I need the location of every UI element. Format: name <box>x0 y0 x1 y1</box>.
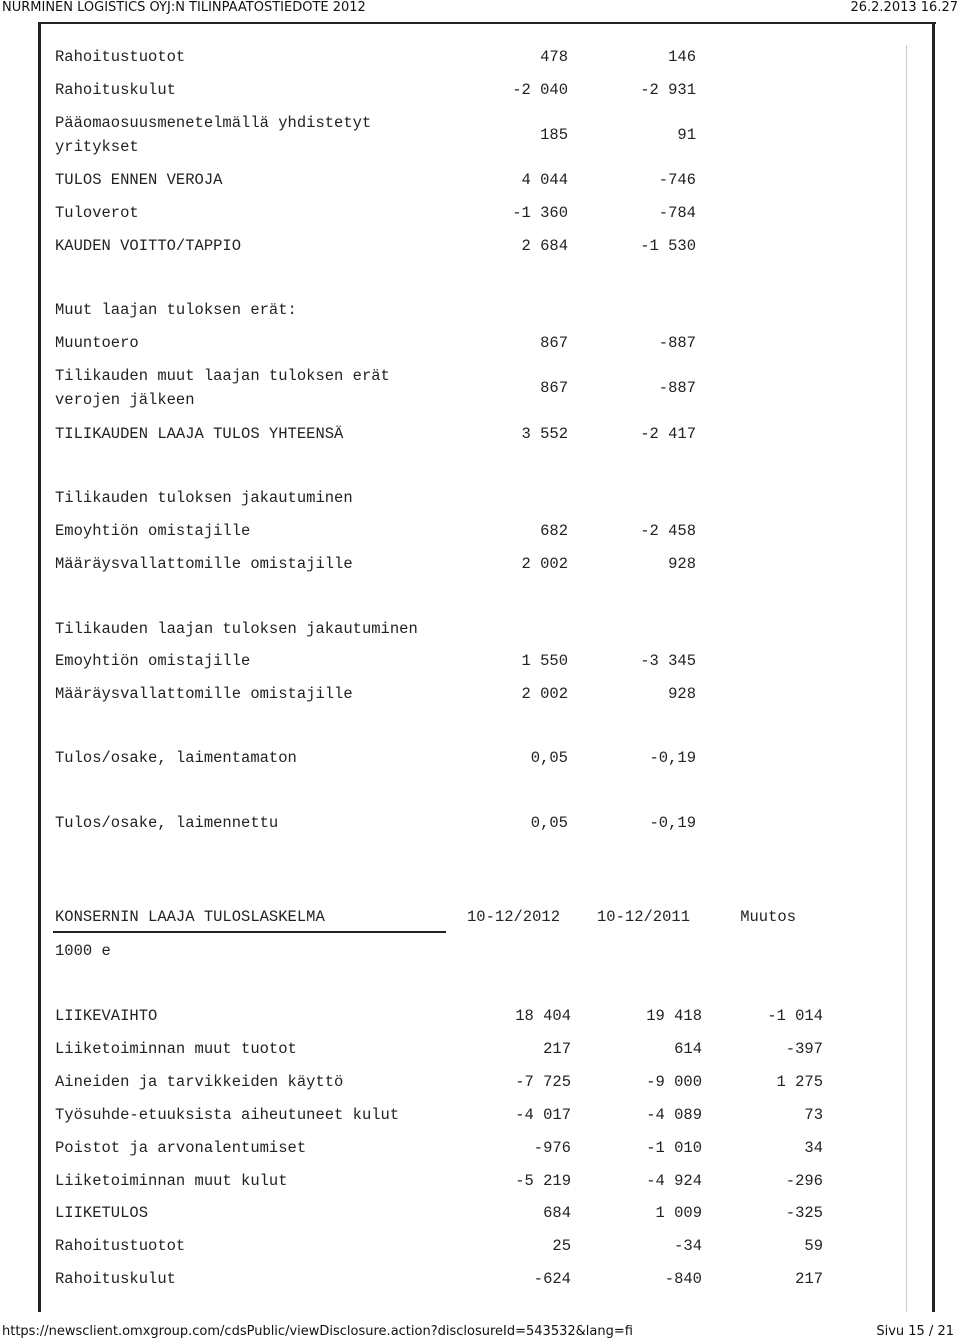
row-label: yritykset <box>55 138 139 156</box>
value-q4-2012: -7 725 <box>515 1073 571 1091</box>
row-label: Määräysvallattomille omistajille <box>55 685 353 703</box>
value-2011: 146 <box>668 48 696 66</box>
value-2011: -3 345 <box>640 652 696 670</box>
value-change: 34 <box>804 1139 823 1157</box>
value-2011: -887 <box>658 334 696 352</box>
value-2012: -2 040 <box>512 81 568 99</box>
row-label: Aineiden ja tarvikkeiden käyttö <box>55 1073 344 1091</box>
column-header-previous: 10-12/2011 <box>596 908 690 926</box>
value-2011: 928 <box>668 555 696 573</box>
row-label: Tilikauden tuloksen jakautuminen <box>55 489 353 507</box>
value-change: 217 <box>795 1270 823 1288</box>
value-2011: -746 <box>658 171 696 189</box>
value-q4-2012: -976 <box>533 1139 571 1157</box>
value-2012: 0,05 <box>530 814 568 832</box>
value-q4-2011: -4 089 <box>646 1106 702 1124</box>
row-label: TILIKAUDEN LAAJA TULOS YHTEENSÄ <box>55 425 344 443</box>
value-2011: -0,19 <box>649 749 696 767</box>
value-q4-2011: -1 010 <box>646 1139 702 1157</box>
row-label: Tulos/osake, laimennettu <box>55 814 279 832</box>
print-timestamp: 26.2.2013 16.27 <box>850 0 958 15</box>
title-underline <box>53 931 446 933</box>
value-2012: 3 552 <box>521 425 568 443</box>
document-title: NURMINEN LOGISTICS OYJ:N TILINPÄÄTÖSTIEDOTE 2012 <box>2 0 366 15</box>
value-q4-2012: 18 404 <box>515 1007 571 1025</box>
row-label: TULOS ENNEN VEROJA <box>55 171 223 189</box>
value-q4-2011: -4 924 <box>646 1172 702 1190</box>
value-change: -397 <box>785 1040 823 1058</box>
value-change: 1 275 <box>776 1073 823 1091</box>
row-label: Rahoituskulut <box>55 81 176 99</box>
value-2011: -2 458 <box>640 522 696 540</box>
value-2012: 2 002 <box>521 685 568 703</box>
value-q4-2011: 19 418 <box>646 1007 702 1025</box>
row-label: LIIKEVAIHTO <box>55 1007 158 1025</box>
value-q4-2012: 217 <box>543 1040 571 1058</box>
row-label: Tilikauden laajan tuloksen jakautuminen <box>55 620 418 638</box>
value-q4-2011: 1 009 <box>655 1204 702 1222</box>
value-q4-2012: -5 219 <box>515 1172 571 1190</box>
value-2011: -784 <box>658 204 696 222</box>
value-2012: 682 <box>540 522 568 540</box>
frame-left-border <box>38 22 41 1312</box>
row-label: Emoyhtiön omistajille <box>55 652 251 670</box>
column-header-change: Muutos <box>740 908 796 926</box>
value-2011: -2 417 <box>640 425 696 443</box>
page-number: Sivu 15 / 21 <box>876 1324 954 1339</box>
frame-top-border <box>38 22 936 24</box>
value-q4-2011: 614 <box>674 1040 702 1058</box>
row-label: Emoyhtiön omistajille <box>55 522 251 540</box>
value-2011: -1 530 <box>640 237 696 255</box>
value-2012: 867 <box>540 379 568 397</box>
column-header-current: 10-12/2012 <box>466 908 560 926</box>
row-label: Tilikauden muut laajan tuloksen erät <box>55 367 390 385</box>
row-label: Tulos/osake, laimentamaton <box>55 749 297 767</box>
row-label: Muut laajan tuloksen erät: <box>55 301 297 319</box>
value-2012: 867 <box>540 334 568 352</box>
row-label: Tuloverot <box>55 204 139 222</box>
frame-inner-border <box>906 45 907 1312</box>
value-2011: 928 <box>668 685 696 703</box>
value-2012: 2 684 <box>521 237 568 255</box>
row-label: Rahoitustuotot <box>55 48 186 66</box>
value-q4-2011: -34 <box>674 1237 702 1255</box>
value-2011: -887 <box>658 379 696 397</box>
row-label: Rahoituskulut <box>55 1270 176 1288</box>
row-label: Liiketoiminnan muut kulut <box>55 1172 288 1190</box>
row-label: LIIKETULOS <box>55 1204 149 1222</box>
value-2012: 478 <box>540 48 568 66</box>
value-2012: 185 <box>540 126 568 144</box>
source-url: https://newsclient.omxgroup.com/cdsPublic/viewDisclosure.action?disclosureId=543532&lang=fi <box>2 1324 633 1339</box>
value-q4-2012: -4 017 <box>515 1106 571 1124</box>
value-2012: 0,05 <box>530 749 568 767</box>
value-2011: 91 <box>677 126 696 144</box>
row-label: Muuntoero <box>55 334 139 352</box>
row-label: Liiketoiminnan muut tuotot <box>55 1040 297 1058</box>
table-title: KONSERNIN LAAJA TULOSLASKELMA <box>55 908 325 926</box>
value-change: -325 <box>785 1204 823 1222</box>
value-q4-2012: 25 <box>552 1237 571 1255</box>
value-2012: -1 360 <box>512 204 568 222</box>
row-label: Määräysvallattomille omistajille <box>55 555 353 573</box>
value-q4-2012: 684 <box>543 1204 571 1222</box>
value-change: -296 <box>785 1172 823 1190</box>
value-q4-2011: -9 000 <box>646 1073 702 1091</box>
value-2012: 4 044 <box>521 171 568 189</box>
value-change: 59 <box>804 1237 823 1255</box>
value-q4-2011: -840 <box>664 1270 702 1288</box>
value-change: 73 <box>804 1106 823 1124</box>
row-label: Poistot ja arvonalentumiset <box>55 1139 307 1157</box>
row-label: KAUDEN VOITTO/TAPPIO <box>55 237 242 255</box>
row-label: Työsuhde-etuuksista aiheutuneet kulut <box>55 1106 400 1124</box>
row-label: verojen jälkeen <box>55 391 195 409</box>
value-change: -1 014 <box>767 1007 823 1025</box>
frame-right-border <box>932 22 935 1312</box>
unit-label: 1000 e <box>55 942 111 960</box>
value-2012: 1 550 <box>521 652 568 670</box>
value-2011: -0,19 <box>649 814 696 832</box>
row-label: Pääomaosuusmenetelmällä yhdistetyt <box>55 114 372 132</box>
page-footer <box>0 1322 960 1341</box>
value-2011: -2 931 <box>640 81 696 99</box>
value-2012: 2 002 <box>521 555 568 573</box>
row-label: Rahoitustuotot <box>55 1237 186 1255</box>
page-header <box>0 0 960 20</box>
value-q4-2012: -624 <box>533 1270 571 1288</box>
